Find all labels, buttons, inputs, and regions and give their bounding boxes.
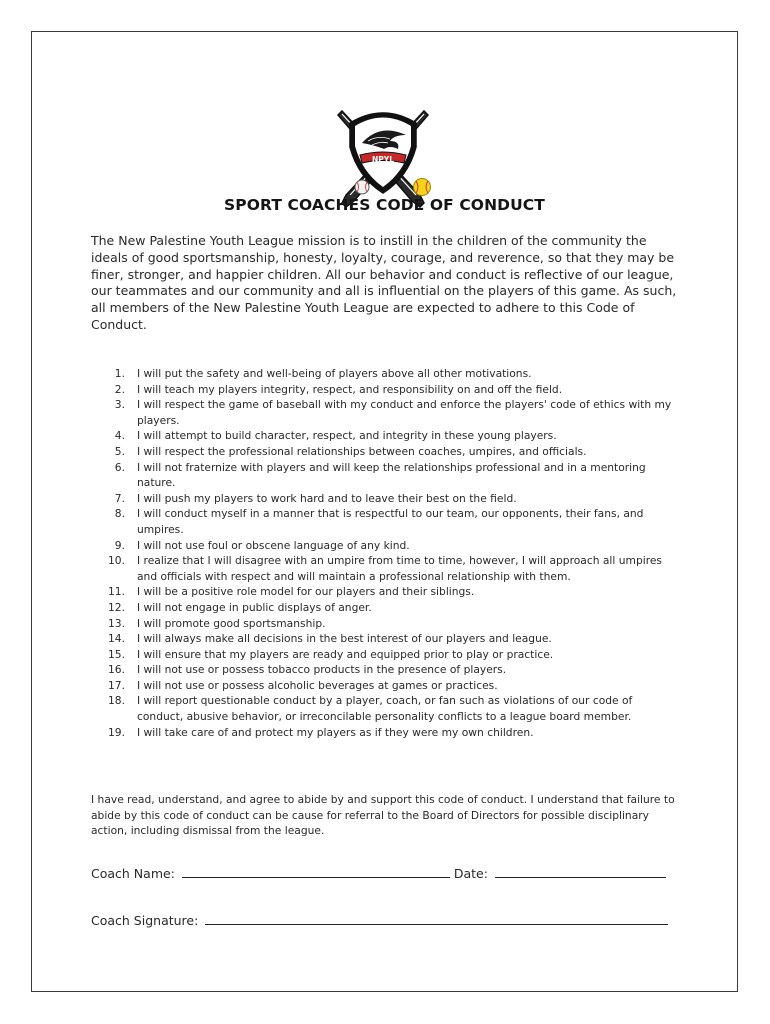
rule-number: 16. bbox=[108, 663, 125, 677]
date-label: Date: bbox=[453, 866, 488, 881]
rule-item bbox=[91, 678, 681, 694]
rule-number: 13. bbox=[108, 616, 125, 630]
rule-number: 11. bbox=[108, 585, 125, 599]
rule-item bbox=[91, 491, 681, 507]
acknowledgement-paragraph: I have read, understand, and agree to abide by and support this code of conduct. I understand that failure to abide by this code of conduct can be cause for referral to the Board of Directors for possible disciplinary action, including dismissal from the league. bbox=[91, 793, 675, 838]
rule-number: 9. bbox=[114, 538, 125, 552]
rule-number: 4. bbox=[114, 429, 125, 443]
rule-number: 12. bbox=[108, 600, 125, 614]
rule-text: I will not use foul or obscene language of any kind. bbox=[137, 538, 410, 552]
rule-item bbox=[91, 693, 681, 724]
rule-item bbox=[91, 584, 681, 600]
rule-number: 14. bbox=[108, 632, 125, 646]
coach-signature-label: Coach Signature: bbox=[91, 913, 199, 928]
rule-item bbox=[91, 631, 681, 647]
rule-text: I will attempt to build character, respect, and integrity in these young players. bbox=[137, 429, 557, 443]
rule-text: I will report questionable conduct by a player, coach, or fan such as violations of our code of conduct, abusive behavior, or irreconcilable personality conflicts to a league board member. bbox=[137, 694, 633, 724]
rule-text: I will put the safety and well-being of players above all other motivations. bbox=[137, 367, 532, 380]
rule-text: I will ensure that my players are ready and equipped prior to play or practice. bbox=[137, 647, 554, 661]
rule-number: 19. bbox=[108, 725, 125, 739]
rule-number: 17. bbox=[108, 678, 125, 692]
rule-text: I will promote good sportsmanship. bbox=[137, 616, 326, 630]
rule-text: I will respect the professional relationships between coaches, umpires, and officials. bbox=[137, 444, 587, 458]
rule-item bbox=[91, 616, 681, 632]
logo-text: NPYL bbox=[372, 155, 394, 164]
rule-item bbox=[91, 538, 681, 554]
rule-text: I realize that I will disagree with an umpire from time to time, however, I will approach all umpires and officials with respect and will maintain a professional relationship with them. bbox=[137, 554, 663, 583]
rule-text: I will not use or possess alcoholic beverages at games or practices. bbox=[137, 678, 498, 692]
rule-number: 1. bbox=[114, 367, 125, 380]
coach-name-row bbox=[91, 866, 666, 881]
rule-item bbox=[91, 382, 681, 398]
rule-number: 2. bbox=[114, 382, 125, 396]
rule-text: I will not use or possess tobacco products in the presence of players. bbox=[137, 663, 507, 677]
rule-text: I will teach my players integrity, respect, and responsibility on and off the field. bbox=[137, 382, 563, 396]
rule-number: 15. bbox=[108, 647, 125, 661]
rule-item bbox=[91, 460, 681, 491]
rule-item bbox=[91, 600, 681, 616]
rule-text: I will always make all decisions in the best interest of our players and league. bbox=[137, 632, 552, 646]
rule-number: 3. bbox=[114, 398, 125, 412]
coach-name-label: Coach Name: bbox=[91, 866, 175, 881]
document-page bbox=[31, 31, 738, 992]
rule-item bbox=[91, 428, 681, 444]
rule-text: I will take care of and protect my players as if they were my own children. bbox=[137, 725, 534, 739]
code-of-conduct-list bbox=[91, 366, 681, 740]
rule-number: 10. bbox=[108, 554, 125, 568]
rule-text: I will conduct myself in a manner that is respectful to our team, our opponents, their fans, and umpires. bbox=[137, 507, 644, 536]
page-title: SPORT COACHES CODE OF CONDUCT bbox=[224, 196, 545, 214]
rule-item bbox=[91, 553, 681, 584]
rule-number: 7. bbox=[114, 491, 125, 505]
rule-item bbox=[91, 647, 681, 663]
coach-name-field[interactable] bbox=[182, 876, 450, 878]
rule-number: 5. bbox=[114, 444, 125, 458]
rule-item bbox=[91, 397, 681, 428]
rule-number: 6. bbox=[114, 460, 125, 474]
date-field[interactable] bbox=[495, 876, 666, 878]
rule-item bbox=[91, 725, 681, 741]
rule-item bbox=[91, 444, 681, 460]
rule-number: 18. bbox=[108, 694, 125, 708]
rule-text: I will not engage in public displays of anger. bbox=[137, 600, 372, 614]
rule-number: 8. bbox=[114, 507, 125, 521]
coach-signature-field[interactable] bbox=[205, 923, 668, 925]
rule-item bbox=[91, 366, 681, 382]
rule-text: I will push my players to work hard and to leave their best on the field. bbox=[137, 491, 517, 505]
rule-text: I will be a positive role model for our players and their siblings. bbox=[137, 585, 475, 599]
coach-signature-row bbox=[91, 913, 668, 928]
mission-paragraph: The New Palestine Youth League mission is to instill in the children of the community the ideals of good sportsmanship, honesty, loyalty, courage, and reverence, so that they may be finer, stronger, and happier children. All our behavior and conduct is reflective of our league, our teammates and our community and all is influential on the players of this game. As such, all members of the New Palestine Youth League are expected to adhere to this Code of Conduct. bbox=[91, 233, 677, 332]
rule-item bbox=[91, 662, 681, 678]
rule-item bbox=[91, 506, 681, 537]
rule-text: I will respect the game of baseball with my conduct and enforce the players' code of ethics with my players. bbox=[137, 398, 672, 427]
rule-text: I will not fraternize with players and will keep the relationships professional and in a mentoring nature. bbox=[137, 460, 646, 490]
